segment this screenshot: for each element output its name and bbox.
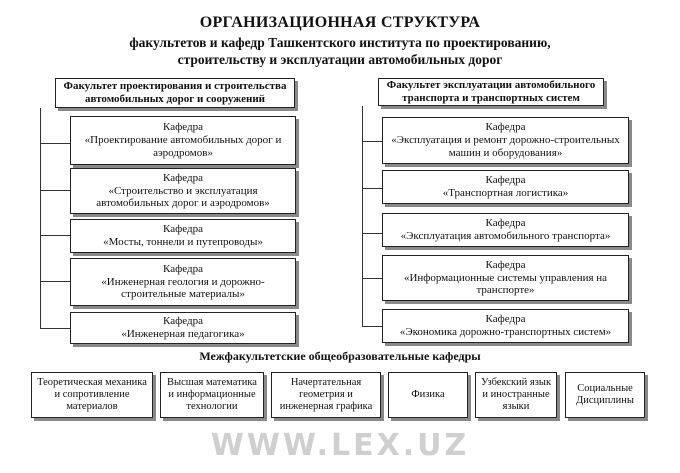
interfaculty-title: Межфакультетские общеобразовательные кафедры — [199, 349, 481, 363]
general-department-box — [271, 372, 381, 418]
department-label: Кафедра — [485, 174, 526, 187]
right-connector-branch — [362, 141, 382, 142]
chart-title: ОРГАНИЗАЦИОННАЯ СТРУКТУРА — [199, 14, 481, 31]
right-connector-branch — [362, 278, 382, 279]
chart-subtitle-line2: строительству и эксплуатации автомобильных дорог — [177, 52, 503, 67]
department-name-line1: «Строительство и эксплуатация — [108, 184, 258, 197]
department-name-line2: Дисциплины — [576, 395, 634, 406]
left-department-box — [70, 219, 296, 253]
department-label: Кафедра — [163, 262, 203, 275]
department-name-line1: «Мосты, тоннели и путепроводы» — [103, 236, 263, 248]
right-department-box — [382, 309, 629, 343]
department-name-line1: Узбекский язык — [480, 376, 552, 388]
department-name-line2: машин и оборудования» — [448, 146, 563, 159]
department-name-line2: и информационные — [168, 388, 256, 400]
left-connector-branch — [40, 235, 70, 236]
department-name-line1: «Эксплуатация и ремонт дорожно-строительных — [391, 134, 620, 147]
left-connector-branch — [40, 328, 70, 329]
department-name-line1: Теоретическая механика — [37, 376, 147, 388]
left-faculty-title-line1: Факультет проектирования и строительства — [63, 80, 287, 93]
department-name-line3: материалов — [66, 401, 118, 413]
left-connector-branch — [40, 281, 70, 282]
department-name-line2: и сопротивление — [54, 388, 130, 400]
left-department-box — [70, 258, 296, 306]
department-name-line1: «Инженерная педагогика» — [121, 328, 245, 340]
left-faculty-title-line2: автомобильных дорог и сооружений — [84, 93, 266, 105]
department-label: Кафедра — [163, 223, 203, 236]
department-name-line1: «Инженерная геология и дорожно- — [101, 275, 265, 288]
right-department-box — [382, 117, 629, 164]
watermark: WWW.LEX.UZ — [210, 428, 470, 463]
right-connector-vertical — [362, 106, 363, 327]
department-name-line1: Высшая математика — [167, 376, 257, 388]
department-name-line1: Социальные — [577, 382, 633, 394]
department-name-line1: Физика — [411, 388, 445, 400]
right-department-box — [382, 255, 629, 301]
right-connector-branch — [362, 326, 382, 327]
general-department-box — [31, 372, 153, 418]
general-department-box — [160, 372, 264, 418]
department-name-line1: «Проектирование автомобильных дорог и — [84, 134, 282, 147]
general-department-box — [565, 372, 645, 418]
department-label: Кафедра — [485, 121, 526, 134]
general-department-box — [475, 372, 557, 418]
right-connector-branch — [362, 233, 382, 234]
left-connector-vertical — [40, 108, 41, 329]
department-name-line1: «Экономика дорожно-транспортных систем» — [399, 326, 612, 338]
department-name-line3: языки — [502, 401, 530, 413]
department-name-line2: и иностранные — [482, 388, 550, 400]
department-label: Кафедра — [485, 313, 526, 326]
department-label: Кафедра — [485, 258, 526, 271]
department-label: Кафедра — [485, 217, 526, 230]
department-label: Кафедра — [163, 121, 203, 134]
department-name-line2: аэродромов» — [153, 146, 213, 159]
chart-subtitle-line1: факультетов и кафедр Ташкентского института по проектированию, — [129, 35, 551, 50]
general-department-box — [388, 372, 468, 418]
right-faculty-title-line2: транспорта и транспортных систем — [402, 92, 580, 104]
department-name-line2: автомобильных дорог и аэродромов» — [96, 197, 270, 210]
department-name-line3: технологии — [186, 401, 238, 413]
department-name-line1: Начертательная — [290, 376, 362, 388]
department-name-line2: геометрия и — [299, 388, 353, 400]
right-department-box — [382, 213, 629, 247]
right-department-box — [382, 170, 629, 204]
department-label: Кафедра — [163, 171, 203, 184]
department-name-line3: инженерная графика — [279, 401, 373, 413]
left-department-box — [70, 168, 296, 214]
department-name-line2: строительные материалы» — [121, 288, 245, 301]
department-name-line1: «Транспортная логистика» — [442, 187, 569, 199]
left-faculty-box — [55, 78, 295, 108]
right-faculty-box — [378, 78, 604, 106]
department-name-line1: «Информационные системы управления на — [403, 271, 608, 284]
right-faculty-title-line1: Факультет эксплуатации автомобильного — [386, 79, 596, 92]
right-connector-branch — [362, 188, 382, 189]
department-label: Кафедра — [163, 315, 203, 328]
left-department-box — [70, 116, 296, 165]
left-connector-branch — [40, 143, 70, 144]
left-department-box — [70, 312, 296, 344]
department-name-line2: транспорте» — [476, 284, 535, 297]
department-name-line1: «Эксплуатация автомобильного транспорта» — [400, 230, 611, 242]
left-connector-branch — [40, 190, 70, 191]
